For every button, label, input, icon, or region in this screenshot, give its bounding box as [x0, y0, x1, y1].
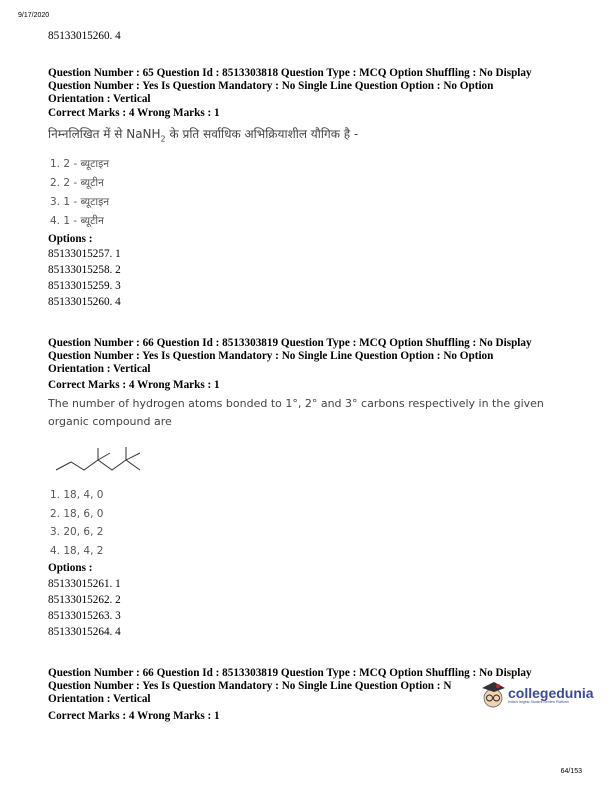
q65-meta-line3: Orientation : Vertical	[48, 93, 151, 105]
watermark-brand: collegedunia	[508, 685, 594, 701]
q66-marks: Correct Marks : 4 Wrong Marks : 1	[48, 379, 220, 391]
mascot-icon	[480, 680, 506, 710]
q65-options-label: Options :	[48, 233, 93, 245]
q66-question-line2: organic compound are	[48, 415, 172, 428]
q65-marks: Correct Marks : 4 Wrong Marks : 1	[48, 107, 220, 119]
option-id: 85133015263. 3	[48, 610, 121, 622]
choice: 1. 2 - ब्यूटाइन	[50, 158, 110, 170]
q66-meta-line1: Question Number : 66 Question Id : 8513303819 Question Type : MCQ Option Shuffling : No Display	[48, 337, 532, 349]
q66b-meta-line2: Question Number : Yes Is Question Mandatory : No Single Line Question Option : N	[48, 680, 452, 692]
page-number: 64/153	[560, 768, 582, 775]
q66-question-line1: The number of hydrogen atoms bonded to 1°, 2° and 3° carbons respectively in the given	[48, 397, 544, 410]
q65-choices	[50, 155, 109, 231]
q66b-meta-line3: Orientation : Vertical	[48, 693, 151, 705]
q66-meta-line3: Orientation : Vertical	[48, 363, 151, 375]
choice: 1. 18, 4, 0	[50, 489, 104, 501]
print-date: 9/17/2020	[18, 12, 50, 19]
choice: 3. 1 - ब्यूटाइन	[50, 196, 110, 208]
previous-option-id: 85133015260. 4	[48, 30, 121, 42]
choice: 2. 2 - ब्यूटीन	[50, 177, 104, 189]
q65-meta-line2: Question Number : Yes Is Question Mandatory : No Single Line Question Option : No Option	[48, 80, 494, 92]
choice: 3. 20, 6, 2	[50, 526, 104, 538]
watermark-tagline: India's largest Student Review Platform	[508, 700, 569, 704]
q65-question-text: निम्नलिखित में से NaNH$_2$ के प्रति सर्वाधिक अभिक्रियाशील यौगिक है -	[48, 127, 359, 144]
choice: 4. 1 - ब्यूटीन	[50, 215, 104, 227]
choice: 2. 18, 6, 0	[50, 507, 104, 520]
option-id: 85133015257. 1	[48, 248, 121, 260]
molecule-structure-image	[54, 446, 144, 476]
choice: 4. 18, 4, 2	[50, 544, 104, 557]
option-id: 85133015262. 2	[48, 594, 121, 606]
option-id: 85133015258. 2	[48, 264, 121, 276]
q66-options-label: Options :	[48, 562, 93, 574]
q66b-marks: Correct Marks : 4 Wrong Marks : 1	[48, 710, 220, 722]
option-id: 85133015264. 4	[48, 626, 121, 638]
option-id: 85133015260. 4	[48, 296, 121, 308]
option-id: 85133015259. 3	[48, 280, 121, 292]
option-id: 85133015261. 1	[48, 578, 121, 590]
q66b-meta-line1: Question Number : 66 Question Id : 8513303819 Question Type : MCQ Option Shuffling : No Display	[48, 667, 532, 679]
q65-meta-line1: Question Number : 65 Question Id : 8513303818 Question Type : MCQ Option Shuffling : No Display	[48, 67, 532, 79]
q66-choices	[50, 486, 103, 560]
collegedunia-watermark	[480, 680, 594, 710]
q66-meta-line2: Question Number : Yes Is Question Mandatory : No Single Line Question Option : No Option	[48, 350, 494, 362]
